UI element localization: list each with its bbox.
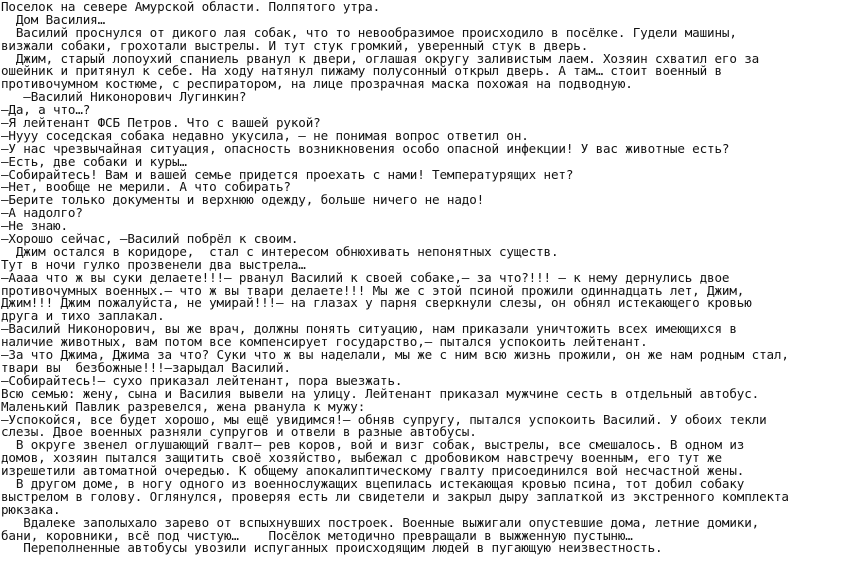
text-line: Всю семью: жену, сына и Василия вывели на улицу. Лейтенант приказал мужчине сесть в отдельный автобус. [1,385,760,401]
text-line: Поселок на севере Амурской области. Полпятого утра. [1,0,381,14]
text-line: изрешетили автоматной очередью. К общему апокалиптическому гвалту присоединился вой несчастной жены. [1,463,745,479]
text-line: Джим, старый лопоухий спаниель рванул к двери, оглашая округу заливистым лаем. Хозяин схватил его за [1,50,760,66]
text-line: Переполненные автобусы увозили испуганных происходящим людей в пугающую неизвестность. [1,540,663,556]
text-line: Джим!!! Джим пожалуйста, не умирай!!!– на глазах у парня сверкнули слезы, он обнял истекающего кровью [1,295,752,311]
text-line: В другом доме, в ногу одного из военнослужащих вцепилась истекающая кровью псина, тот добил собаку [1,475,745,491]
text-line: Тут в ночи гулко прозвенели два выстрела… [1,256,306,272]
text-line: домов, хозяин пытался защитить своё хозяйство, выбежал с дробовиком навстречу военным, его тут же [1,450,722,466]
text-line: противочумном костюме, с респиратором, на лице прозрачная маска похожая на подводную. [1,76,633,92]
text-line: бани, коровники, всё под чистую… Посёлок методично превращали в выжженную пустыню… [1,527,633,543]
text-line: противочумных военных.– что ж вы твари делаете!!! Мы же с этой псиной прожили одиннадцать лет, Джим, [1,282,745,298]
text-line: –У нас чрезвычайная ситуация, опасность возникновения особо опасной инфекции! У вас животные есть? [1,140,730,156]
text-line: Джим остался в коридоре, стал с интересом обнюхивать непонятных существ. [1,243,559,259]
text-line: –Собирайтесь! Вам и вашей семье придется проехать с нами! Температурящих нет? [1,166,574,182]
document-text [1,1,857,555]
text-line: –Василий Никонорович, вы же врач, должны понять ситуацию, нам приказали уничтожить всех имеющихся в [1,321,737,337]
text-line: –Собирайтесь!– сухо приказал лейтенант, пора выезжать. [1,372,403,388]
text-line: –Хорошо сейчас, –Василий побрёл к своим. [1,231,299,247]
text-line: –А надолго? [1,205,83,221]
text-line: слезы. Двое военных разняли супругов и отвели в разные автобусы. [1,424,477,440]
text-line: ошейник и притянул к себе. На ходу натянул пижаму полусонный открыл дверь. А там… стоит военный в [1,63,722,79]
text-line: –Нууу соседская собака недавно укусила, – не понимая вопрос ответил он. [1,127,529,143]
text-line: Маленький Павлик разревелся, жена рванула к мужу: [1,398,366,414]
text-line: Вдалеке заполыхало зарево от вспыхнувших построек. Военные выжигали опустевшие дома, летние домики, [1,514,760,530]
text-line: –Успокойся, все будет хорошо, мы ещё увидимся!– обняв супругу, пытался успокоить Василий. У обоих текли [1,411,767,427]
text-line: –Василий Никонорович Лугинкин? [1,89,247,105]
text-line: рюкзака. [1,501,61,517]
text-line: Василий проснулся от дикого лая собак, что то невообразимое происходило в посёлке. Гудели машины, [1,24,737,40]
text-line: –Я лейтенант ФСБ Петров. Что с вашей рукой? [1,115,321,131]
text-line: –За что Джима, Джима за что? Суки что ж вы наделали, мы же с ним всю жизнь прожили, он же нам родным стал, [1,347,789,363]
text-line: –Аааа что ж вы суки делаете!!!– рванул Василий к своей собаке,– за что?!!! – к нему дернулись двое [1,269,730,285]
text-line: выстрелом в голову. Оглянулся, проверяя есть ли свидетели и закрыл дыру заплаткой из экстренного комплекта [1,488,789,504]
text-line: В округе звенел оглушающий гвалт– рев коров, вой и визг собак, выстрелы, все смешалось. В одном из [1,437,745,453]
text-line: –Нет, вообще не мерили. А что собирать? [1,179,291,195]
text-line: –Берите только документы и верхнюю одежду, больше ничего не надо! [1,192,485,208]
text-line: наличие животных, вам потом все компенсирует государство,– пытался успокоить лейтенант. [1,334,648,350]
text-line: твари вы безбожные!!!–зарыдал Василий. [1,359,291,375]
text-line: друга и тихо заплакал. [1,308,165,324]
text-line: визжали собаки, грохотали выстрелы. И тут стук громкий, уверенный стук в дверь. [1,37,589,53]
text-line: –Да, а что…? [1,102,91,118]
text-line: –Есть, две собаки и куры… [1,153,187,169]
text-line: Дом Василия… [1,11,106,27]
text-line: –Не знаю. [1,218,68,234]
